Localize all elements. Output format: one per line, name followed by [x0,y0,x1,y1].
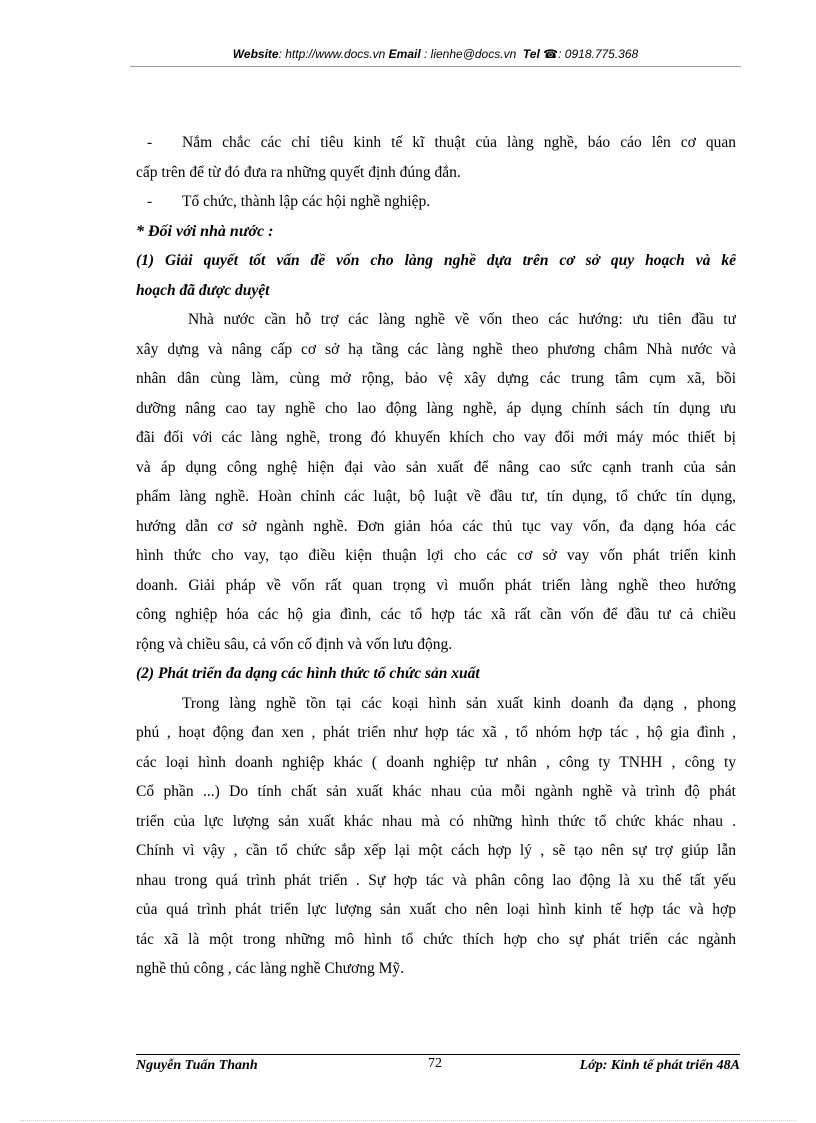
paragraph-line: doanh. Giải pháp về vốn rất quan trọng vì muốn phát triển làng nghề theo hướng [136,576,736,594]
heading-2: (2) Phát triển đa dạng các hình thức tổ chức sản xuất [136,665,480,682]
paragraph-line: nhau trong quá trình phát triển . Sự hợp tác và phân công lao động là xu thế tất yếu [136,871,736,889]
email-label: Email [388,47,421,61]
page-bottom-edge [20,1120,796,1121]
dash-bullet: - [147,193,153,210]
paragraph-line: dưỡng nâng cao tay nghề cho lao động làng nghề, áp dụng chính sách tín dụng ưu [136,399,736,417]
paragraph-line: hướng dẫn cơ sở ngành nghề. Đơn giản hóa các thủ tục vay vốn, đa dạng hóa các [136,517,736,535]
paragraph-line: của quá trình phát triển lực lượng sản xuất cho nên loại hình kinh tế hợp tác và hợp [136,901,736,918]
page-header [130,47,741,61]
page-content [136,128,736,984]
tel-value: : 0918.775.368 [558,47,639,61]
heading-1-cont: hoạch đã được duyệt [136,281,270,299]
paragraph-2 [136,689,736,984]
paragraph-line: nhân dân cùng làm, cùng mở rộng, bảo vệ xây dựng các trung tâm cụm xã, bồi [136,370,736,387]
class-label: Lớp: Kinh tế phát triển 48A [579,1058,740,1073]
phone-icon: ☎ [543,47,559,61]
heading-1: (1) Giải quyết tốt vấn đề vốn cho làng nghề dựa trên cơ sở quy hoạch và kế [136,252,736,269]
list-item-text: Tổ chức, thành lập các hội nghề nghiệp. [182,193,431,210]
paragraph-line: nghề thủ công , các làng nghề Chương Mỹ. [136,960,404,977]
paragraph-line: Nhà nước cần hỗ trợ các làng nghề về vốn theo các hướng: ưu tiên đầu tư [188,311,736,328]
paragraph-line: hình thức cho vay, tạo điều kiện thuận lợi cho các cơ sở vay vốn phát triển kinh [136,547,736,564]
paragraph-line: Trong làng nghề tồn tại các koại hình sản xuất kinh doanh đa dạng , phong [182,694,736,712]
website-value: : http://www.docs.vn [278,47,386,61]
paragraph-line: Chính vì vậy , cần tổ chức sắp xếp lại một cách hợp lý , sẽ tạo nên sự trợ giúp lẫn [136,842,736,859]
paragraph-line: tác xã là một trong những mô hình tổ chức thích hợp cho sự phát triển các ngành [136,930,736,948]
list-item-continuation: cấp trên để từ đó đưa ra những quyết định đúng đắn. [136,163,461,181]
paragraph-line: và áp dụng công nghệ hiện đại vào sản xuất để nâng cao sức cạnh tranh của sản [136,458,736,476]
author-name: Nguyễn Tuấn Thanh [136,1058,258,1073]
dash-bullet: - [147,134,153,151]
paragraph-line: phú , hoạt động đan xen , phát triển như hợp tác xã , tổ nhóm hợp tác , hộ gia đình , [136,724,736,741]
tel-label: Tel [522,47,540,61]
paragraph-line: rộng và chiều sâu, cả vốn cố định và vốn lưu động. [136,635,453,653]
website-label: Website [232,47,279,61]
list-item-text: Nắm chắc các chỉ tiêu kinh tế kĩ thuật của làng nghề, báo cáo lên cơ quan [182,134,736,151]
page-number: 72 [428,1056,442,1071]
paragraph-1 [136,305,736,659]
paragraph-line: xây dựng và nâng cấp cơ sở hạ tầng các làng nghề theo phương châm Nhà nước và [136,340,736,358]
list-item [136,128,736,158]
paragraph-line: Cổ phần ...) Do tính chất sản xuất khác nhau của mỗi ngành nghề và trình độ phát [136,783,736,800]
paragraph-line: công nghiệp hóa các hộ gia đình, các tổ hợp tác xã rất cần vốn để đầu tư cả chiều [136,606,736,623]
paragraph-line: các loại hình doanh nghiệp khác ( doanh nghiệp tư nhân , công ty TNHH , công ty [136,753,736,771]
page-footer [136,1058,740,1078]
paragraph-line: đãi đối với các làng nghề, trong đó khuyến khích cho vay đổi mới máy móc thiết bị [136,429,736,446]
footer-divider [136,1054,740,1055]
paragraph-line: triển của lực lượng sản xuất khác nhau mà có những hình thức tổ chức khác nhau . [136,812,736,830]
section-title: * Đối với nhà nước : [136,222,274,240]
header-divider [130,66,741,67]
email-value: : lienhe@docs.vn [420,47,517,61]
paragraph-line: phẩm làng nghề. Hoàn chỉnh các luật, bộ luật về đầu tư, tín dụng, tổ chức tín dụng, [136,488,736,505]
list-item [136,187,736,217]
